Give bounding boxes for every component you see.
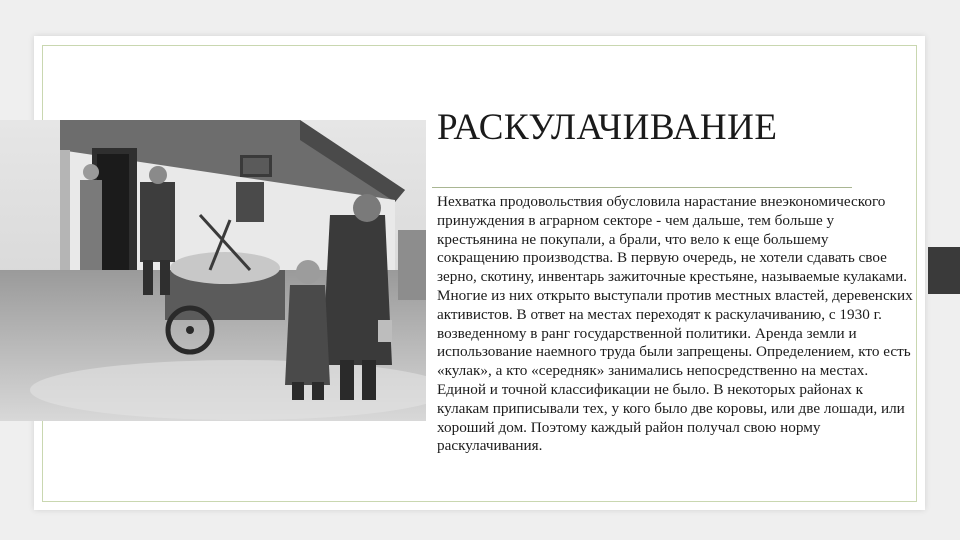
slide-title: РАСКУЛАЧИВАНИЕ — [437, 107, 778, 148]
title-divider — [432, 187, 852, 188]
historical-photo — [0, 120, 426, 421]
photo-illustration — [0, 120, 426, 421]
slide-body-text: Нехватка продовольствия обусловила нарастание внеэкономического принуждения в аграрном секторе - чем дальше, тем больше у крестьянина не покупали, а брали, что вело к еще большему сокращению производства. В первую очередь, не хотели сдавать свое зерно, скотину, инвентарь зажиточные крестьяне, называемые кулаками. Многие из них открыто выступали против местных властей, деревенских активистов. В ответ на местах переходят к раскулачиванию, с 1930 г. возведенному в ранг государственной политики. Аренда земли и использование наемного труда были запрещены. Определением, кто есть «кулак», а кто «середняк» занимались непосредственно на местах. Единой и точной классификации не было. В некоторых районах к кулакам приписывали тех, у кого было две коровы, или две лошади, или хороший дом. Поэтому каждый район получал свою норму раскулачивания. — [437, 193, 913, 455]
side-tab — [928, 247, 960, 294]
